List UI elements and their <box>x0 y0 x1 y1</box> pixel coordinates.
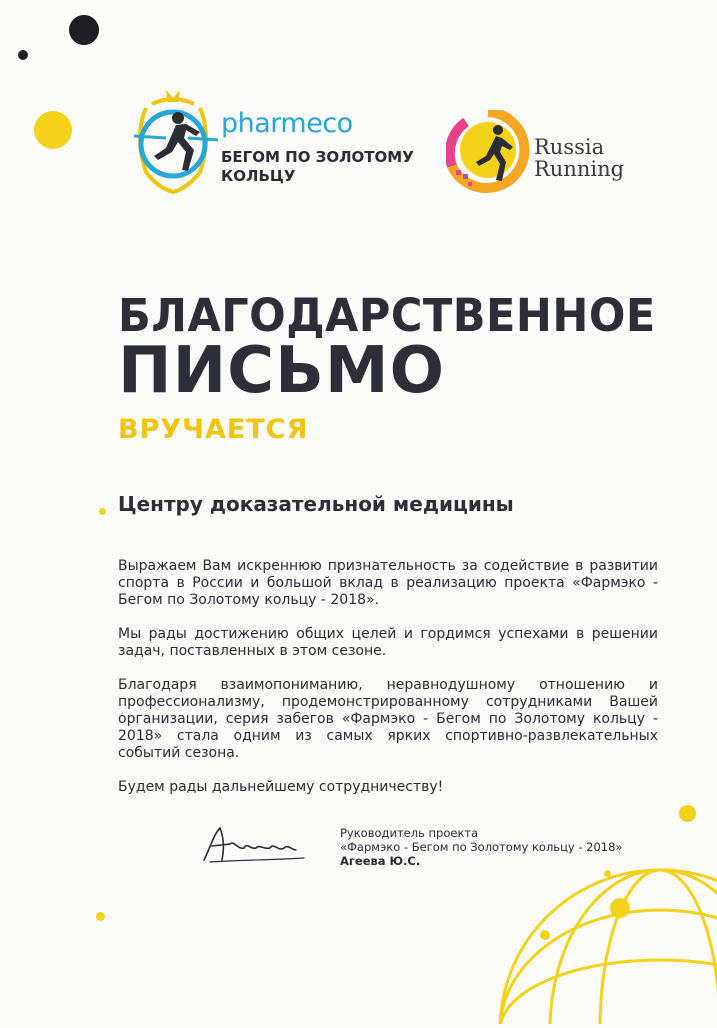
recipient-name: Центру доказательной медицины <box>118 492 514 516</box>
decorative-dot-black-small <box>18 50 28 60</box>
russia-running-brand-name <box>534 136 624 180</box>
runner-mosaic-icon <box>446 110 530 194</box>
pharmeco-brand-name: pharmeco <box>221 108 353 139</box>
russia-running-line2: Running <box>534 157 625 181</box>
pharmeco-subtitle-line1: БЕГОМ ПО ЗОЛОТОМУ <box>221 148 414 166</box>
decorative-dot-black-large <box>69 15 99 45</box>
letter-body <box>118 558 658 813</box>
body-paragraph-3: Благодаря взаимопониманию, неравнодушному отношению и профессионализму, продемонстрированному сотрудниками Вашей организации, серия забегов «Фармэко - Бегом по Золотому кольцу - 2018» стала одним из самых ярких спортивно-развлекательных событий сезона. <box>118 677 658 761</box>
runner-emblem-icon <box>126 86 221 196</box>
body-paragraph-2: Мы рады достижению общих целей и гордимся успехами в решении задач, поставленных в этом сезоне. <box>118 626 658 659</box>
signer-project: «Фармэко - Бегом по Золотому кольцу - 2018» <box>340 840 623 854</box>
body-paragraph-4: Будем рады дальнейшему сотрудничеству! <box>118 779 444 795</box>
signer-role: Руководитель проекта <box>340 826 479 840</box>
decorative-dot-yellow <box>679 805 696 822</box>
pharmeco-brand-subtitle <box>221 148 414 186</box>
body-paragraph-1: Выражаем Вам искреннюю признательность за содействие в развитии спорта в России и большой вклад в реализацию проекта «Фармэко - Бегом по Золотому кольцу - 2018». <box>118 558 658 608</box>
decorative-dot-yellow-large <box>34 111 72 149</box>
decorative-dot-yellow-small <box>96 912 105 921</box>
document-title-line2: ПИСЬМО <box>118 334 445 408</box>
russia-running-logo <box>446 110 646 194</box>
pharmeco-logo <box>126 86 426 196</box>
awarded-label: ВРУЧАЕТСЯ <box>118 414 309 445</box>
signer-name: Агеева Ю.С. <box>340 854 421 868</box>
pharmeco-subtitle-line2: КОЛЬЦУ <box>221 167 296 185</box>
handwritten-signature <box>200 820 310 874</box>
decorative-dot-yellow-small <box>99 508 106 515</box>
russia-running-line1: Russia <box>534 135 605 159</box>
decorative-globe <box>470 860 717 1028</box>
document-title-line1: БЛАГОДАРСТВЕННОЕ <box>118 290 656 343</box>
